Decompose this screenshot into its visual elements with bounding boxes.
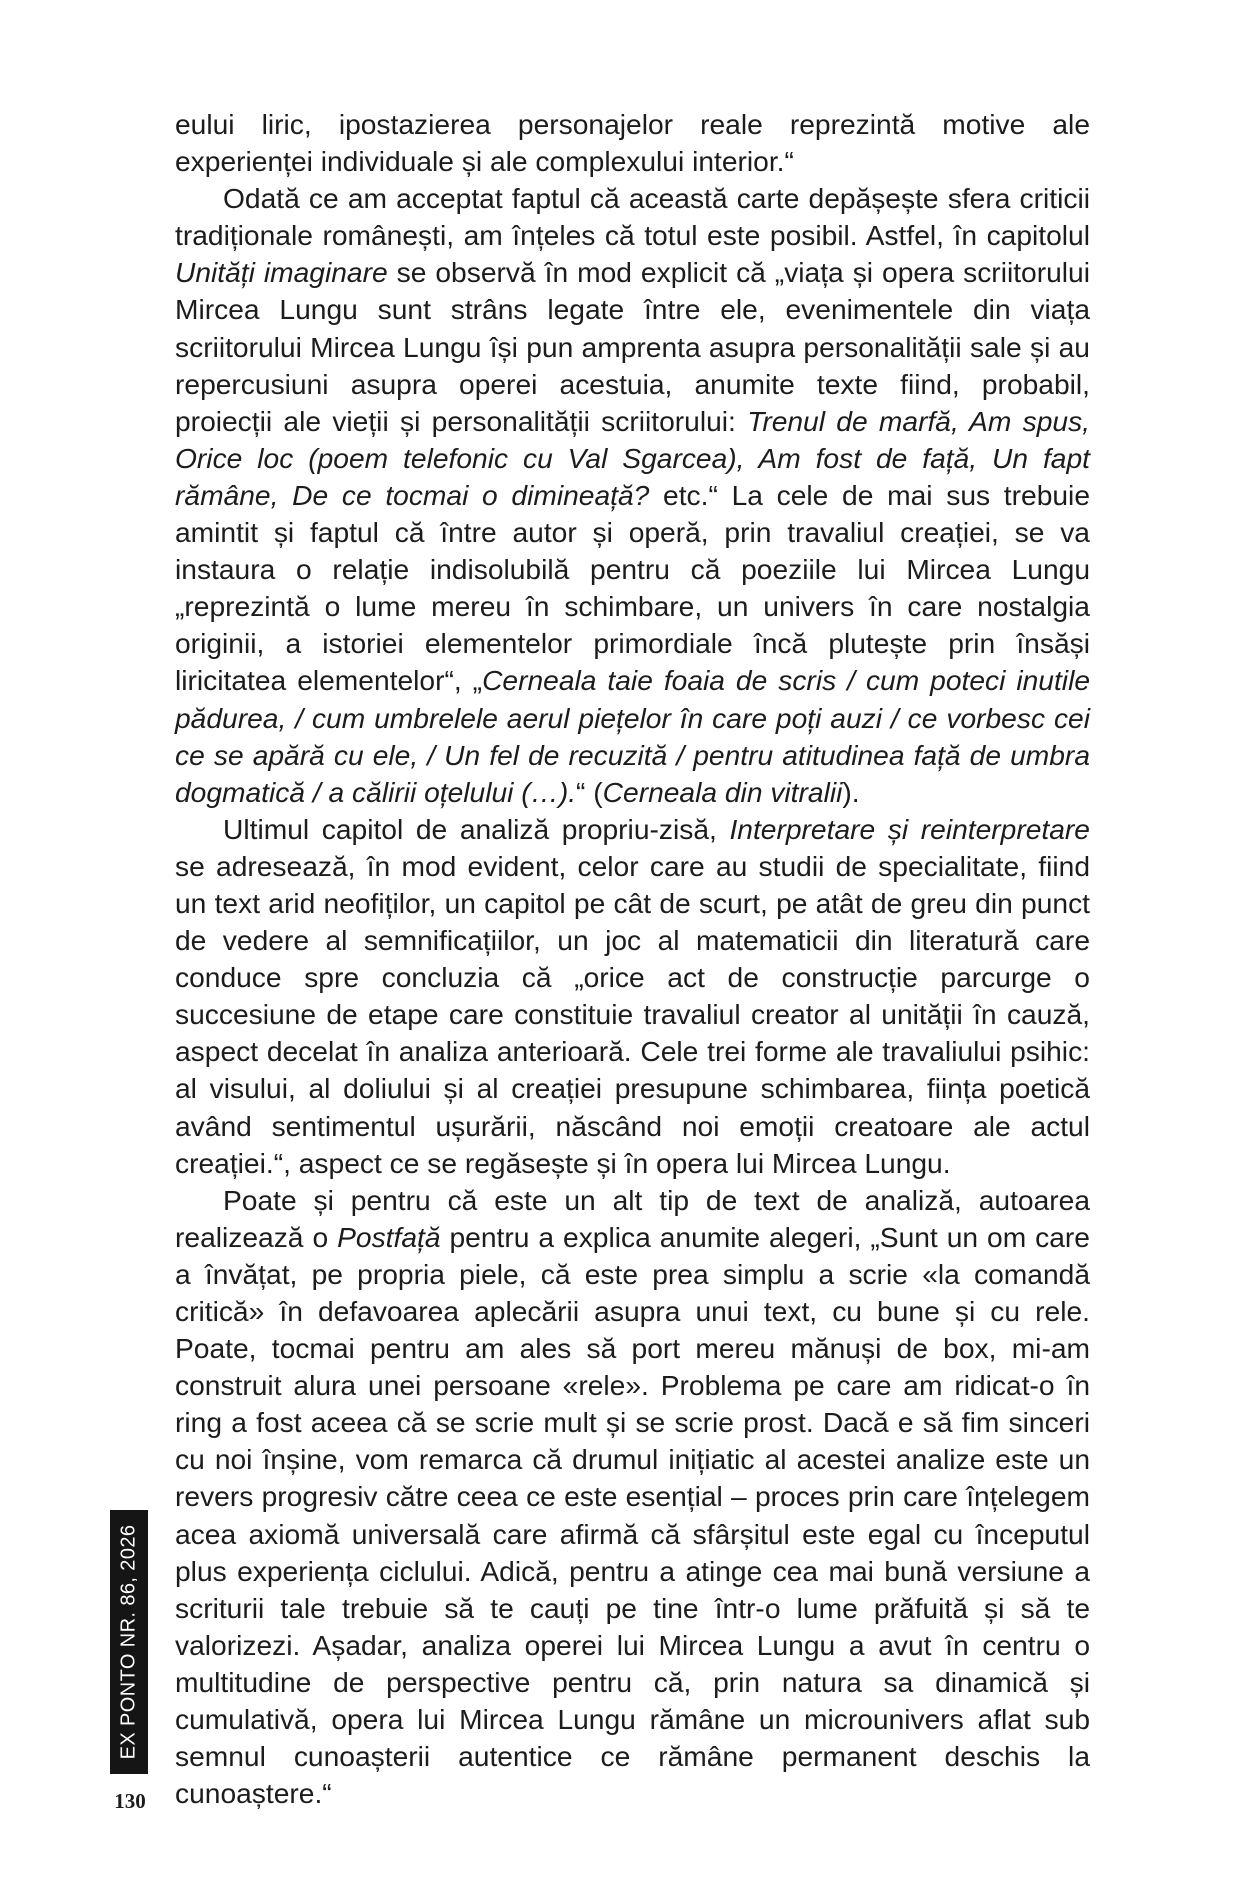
- paragraph-2: [175, 180, 1090, 811]
- paragraph-1: [175, 106, 1090, 180]
- journal-label: EX PONTO NR. 86, 2026: [117, 1524, 140, 1760]
- paragraph-4: [175, 1182, 1090, 1813]
- text-run: se adresează, în mod evident, celor care au studii de specialitate, fiind un text arid neofiților, un capitol pe cât de scurt, pe atât de greu din punct de vedere al semnificațiilor, un joc al matematicii din literatură care conduce spre concluzia că „orice act de construcție parcurge o succesiune de etape care constituie travaliul creator al unității în cauză, aspect decelat în analiza anterioară. Cele trei forme ale travaliului psihic: al visului, al doliului și al creației presupune schimbarea, ființa poetică având sentimentul ușurării, născând noi emoții creatoare ale actul creației.“, aspect ce se regăsește și în opera lui Mircea Lungu.: [175, 849, 1090, 1179]
- article-text: [175, 106, 1090, 1812]
- text-run: etc.“ La cele de mai sus trebuie amintit și faptul că între autor și operă, prin travaliul creației, se va instaura o relație indisolubilă pentru că poeziile lui Mircea Lungu „reprezintă o lume mereu în schimbare, un univers în care nostalgia originii, a istoriei elementelor primordiale încă plutește prin însăși liricitatea elementelor“, „: [175, 478, 1090, 697]
- text-run: “ (: [576, 775, 603, 808]
- italic-title: Unități imaginare: [175, 256, 388, 289]
- text-run: Poate și pentru că este un alt tip de text de analiză, autoarea realizează o: [175, 1183, 1090, 1253]
- italic-title: Postfață: [337, 1220, 441, 1253]
- italic-titles: Trenul de marfă, Am spus, Orice loc (poem telefonic cu Val Sgarcea), Am fost de față, Un fapt rămâne, De ce tocmai o dimineață?: [175, 404, 1090, 511]
- text-run: Odată ce am acceptat faptul că această carte depășește sfera criticii tradiționale românești, am înțeles că totul este posibil. Astfel, în capitolul: [175, 182, 1090, 252]
- paragraph-3: [175, 811, 1090, 1182]
- italic-quote: Cerneala taie foaia de scris / cum poteci inutile pădurea, / cum umbrelele aerul piețelor în care poți auzi / ce vorbesc cei ce se apără cu ele, / Un fel de recuzită / pentru atitudinea față de umbra dogmatică / a călirii oțelului (…).: [175, 664, 1091, 808]
- page-number: 130: [114, 1789, 146, 1813]
- text-run: eului liric, ipostazierea personajelor reale reprezintă motive ale experienței individuale și ale complexului interior.“: [175, 108, 1090, 178]
- italic-title: Cerneala din vitralii: [602, 775, 843, 808]
- text-run: Ultimul capitol de analiză propriu-zisă,: [223, 812, 730, 845]
- italic-title: Interpretare și reinterpretare: [729, 812, 1090, 845]
- text-run: ).: [842, 775, 860, 808]
- text-run: pentru a explica anumite alegeri, „Sunt un om care a învățat, pe propria piele, că este prea simplu a scrie «la comandă critică» în defavoarea aplecării asupra unui text, cu bune și cu rele. Poate, tocmai pentru am ales să port mereu mănuși de box, mi-am construit alura unei persoane «rele». Problema pe care am ridicat-o în ring a fost aceea că se scrie mult și se scrie prost. Dacă e să fim sinceri cu noi înșine, vom remarca că drumul inițiatic al acestei analize este un revers progresiv către ceea ce este esențial – proces prin care înțelegem acea axiomă universală care afirmă că sfârșitul este egal cu începutul plus experiența ciclului. Adică, pentru a atinge cea mai bună versiune a scriturii tale trebuie să te cauți pe tine într-o lume prăfuită și să te valorizezi. Așadar, analiza operei lui Mircea Lungu a avut în centru o multitudine de perspective pentru că, prin natura sa dinamică și cumulativă, opera lui Mircea Lungu rămâne un microunivers aflat sub semnul cunoașterii autentice ce rămâne permanent deschis la cunoaștere.“: [175, 1220, 1090, 1810]
- text-run: se observă în mod explicit că „viața și opera scriitorului Mircea Lungu sunt strâns legate între ele, evenimentele din viața scriitorului Mircea Lungu își pun amprenta asupra personalității sale și au repercusiuni asupra operei acestuia, anumite texte fiind, probabil, proiecții ale vieții și personalității scriitorului:: [175, 256, 1090, 437]
